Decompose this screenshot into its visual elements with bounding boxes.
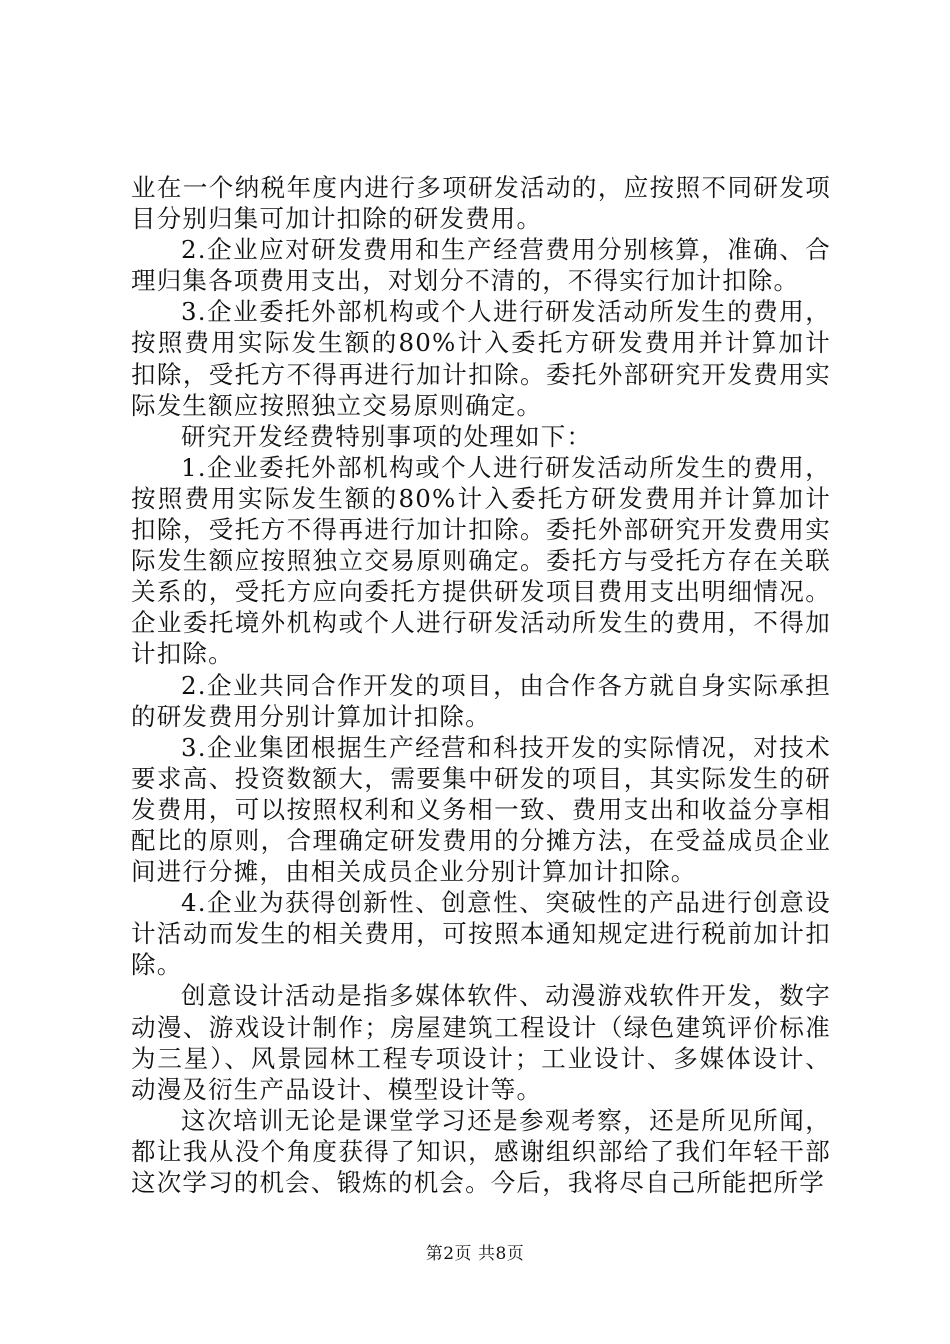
paragraph-10: 这次培训无论是课堂学习还是参观考察，还是所见所闻，都让我从没个角度获得了知识，感谢组织部给了我们年轻干部这次学习的机会、锻炼的机会。今后，我将尽自己所能把所学 — [131, 1105, 831, 1197]
paragraph-1: 业在一个纳税年度内进行多项研发活动的，应按照不同研发项目分别归集可加计扣除的研发费用。 — [131, 173, 831, 234]
document-body — [131, 172, 831, 1198]
paragraph-7: 3.企业集团根据生产经营和科技开发的实际情况，对技术要求高、投资数额大，需要集中研发的项目，其实际发生的研发费用，可以按照权利和义务相一致、费用支出和收益分享相配比的原则，合理确定研发费用的分摊方法，在受益成员企业间进行分摊，由相关成员企业分别计算加计扣除。 — [131, 732, 831, 887]
paragraph-4: 研究开发经费特别事项的处理如下： — [181, 421, 593, 451]
paragraph-3: 3.企业委托外部机构或个人进行研发活动所发生的费用，按照费用实际发生额的80%计入委托方研发费用并计算加计扣除，受托方不得再进行加计扣除。委托外部研究开发费用实际发生额应按照独立交易原则确定。 — [131, 297, 831, 420]
paragraph-2: 2.企业应对研发费用和生产经营费用分别核算，准确、合理归集各项费用支出，对划分不清的，不得实行加计扣除。 — [131, 235, 831, 296]
paragraph-5: 1.企业委托外部机构或个人进行研发活动所发生的费用，按照费用实际发生额的80%计入委托方研发费用并计算加计扣除，受托方不得再进行加计扣除。委托外部研究开发费用实际发生额应按照独立交易原则确定。委托方与受托方存在关联关系的，受托方应向委托方提供研发项目费用支出明细情况。企业委托境外机构或个人进行研发活动所发生的费用，不得加计扣除。 — [131, 452, 831, 669]
paragraph-8: 4.企业为获得创新性、创意性、突破性的产品进行创意设计活动而发生的相关费用，可按照本通知规定进行税前加计扣除。 — [131, 888, 831, 980]
paragraph-9: 创意设计活动是指多媒体软件、动漫游戏软件开发，数字动漫、游戏设计制作；房屋建筑工程设计（绿色建筑评价标准为三星）、风景园林工程专项设计；工业设计、多媒体设计、动漫及衍生产品设计、模型设计等。 — [131, 981, 831, 1104]
page-footer: 第2页 共8页 — [425, 1244, 525, 1264]
paragraph-6: 2.企业共同合作开发的项目，由合作各方就自身实际承担的研发费用分别计算加计扣除。 — [131, 670, 831, 731]
